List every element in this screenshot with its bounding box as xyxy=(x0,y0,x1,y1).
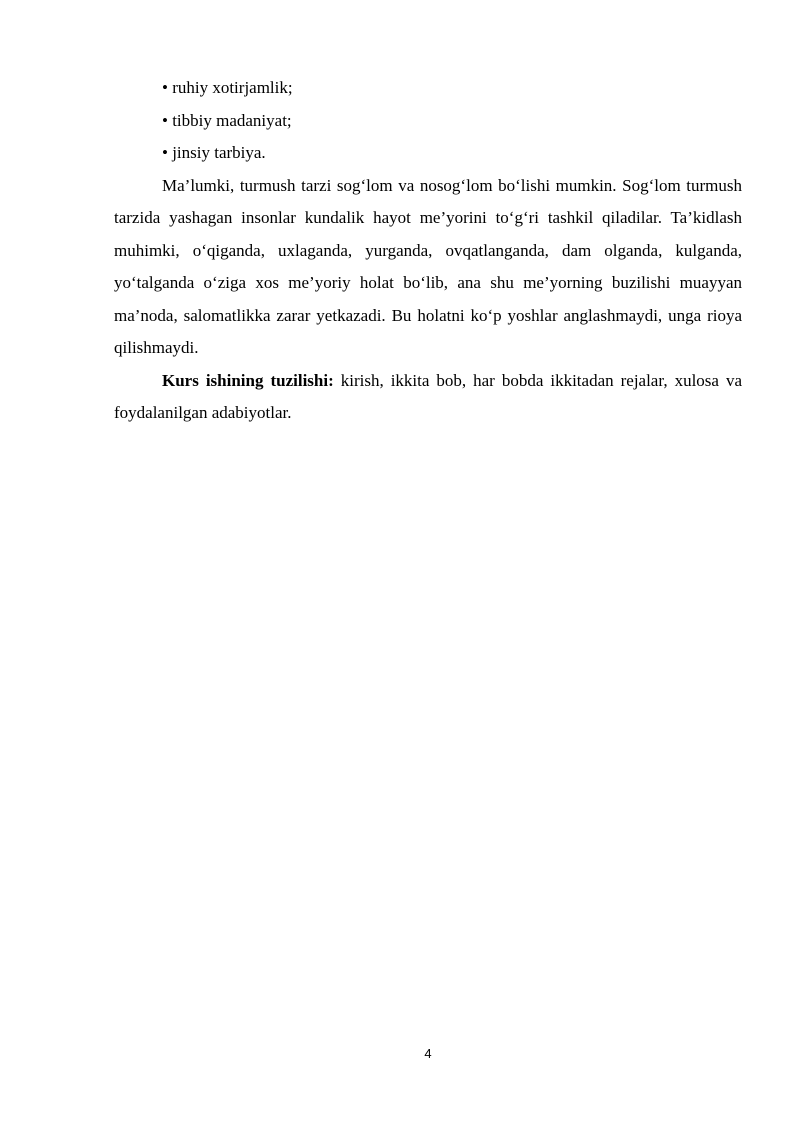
page-number: 4 xyxy=(424,1046,432,1061)
bullet-item: • jinsiy tarbiya. xyxy=(162,143,266,162)
page-body xyxy=(114,72,742,430)
paragraph-structure xyxy=(114,365,742,430)
paragraph-lifestyle: Ma’lumki, turmush tarzi sog‘lom va nosog‘lom bo‘lishi mumkin. Sog‘lom turmush tarzida yashagan insonlar kundalik hayot me’yorini to‘g‘ri tashkil qiladilar. Ta’kidlash muhimki, o‘qiganda, uxlaganda, yurganda, ovqatlanganda, dam olganda, kulganda, yo‘talganda o‘ziga xos me’yoriy holat bo‘lib, ana shu me’yorning buzilishi muayyan ma’noda, salomatlikka zarar yetkazadi. Bu holatni ko‘p yoshlar anglashmaydi, unga rioya qilishmaydi. xyxy=(114,175,742,357)
bullet-item: • ruhiy xotirjamlik; xyxy=(162,78,293,97)
bullet-list xyxy=(114,72,742,170)
structure-heading: Kurs ishining tuzilishi: xyxy=(162,370,334,390)
structure-text: kirish, ikkita bob, har bobda ikkitadan rejalar, xulosa va foydalanilgan adabiyotlar. xyxy=(114,370,742,422)
bullet-item: • tibbiy madaniyat; xyxy=(162,110,292,130)
